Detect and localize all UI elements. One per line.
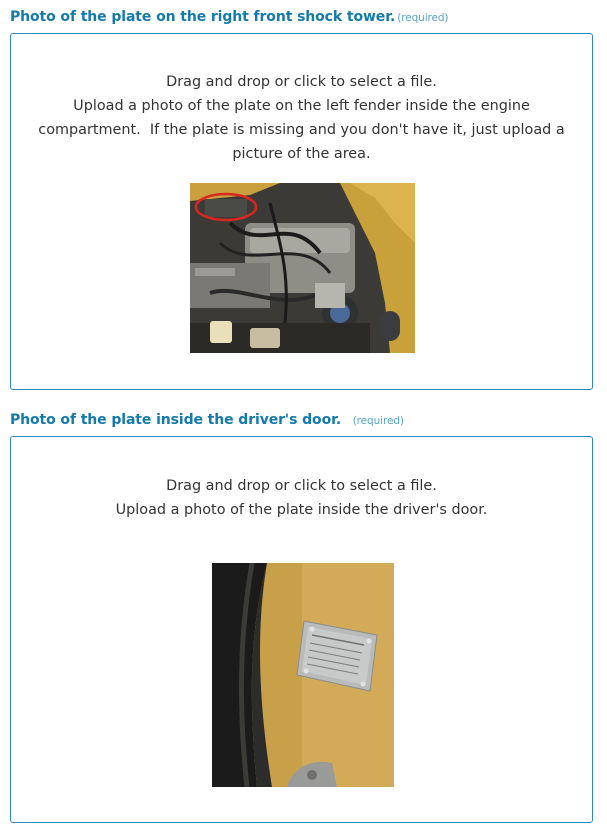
dropzone-instruction-line2: Upload a photo of the plate on the left fender inside the engine compartment. If the plate is missing and you don't have it, just upload a picture of the area. xyxy=(38,98,570,162)
dropzone-instruction-line2: Upload a photo of the plate inside the driver's door. xyxy=(115,502,488,518)
field-label-text: Photo of the plate on the right front shock tower. xyxy=(10,9,396,25)
file-dropzone-shock-tower[interactable] xyxy=(10,33,593,390)
required-indicator: (required) xyxy=(352,415,404,427)
dropzone-instruction xyxy=(11,70,592,166)
example-photo-door-plate xyxy=(212,563,394,787)
field-label-shock-tower xyxy=(10,9,448,25)
field-label-drivers-door xyxy=(10,412,404,428)
dropzone-instruction-line1: Drag and drop or click to select a file. xyxy=(166,478,437,494)
example-photo-engine-bay xyxy=(190,183,415,353)
dropzone-instruction xyxy=(11,474,592,522)
required-indicator: (required) xyxy=(397,12,449,24)
field-label-text: Photo of the plate inside the driver's door. xyxy=(10,412,342,428)
dropzone-instruction-line1: Drag and drop or click to select a file. xyxy=(166,74,437,90)
file-dropzone-drivers-door[interactable] xyxy=(10,436,593,823)
